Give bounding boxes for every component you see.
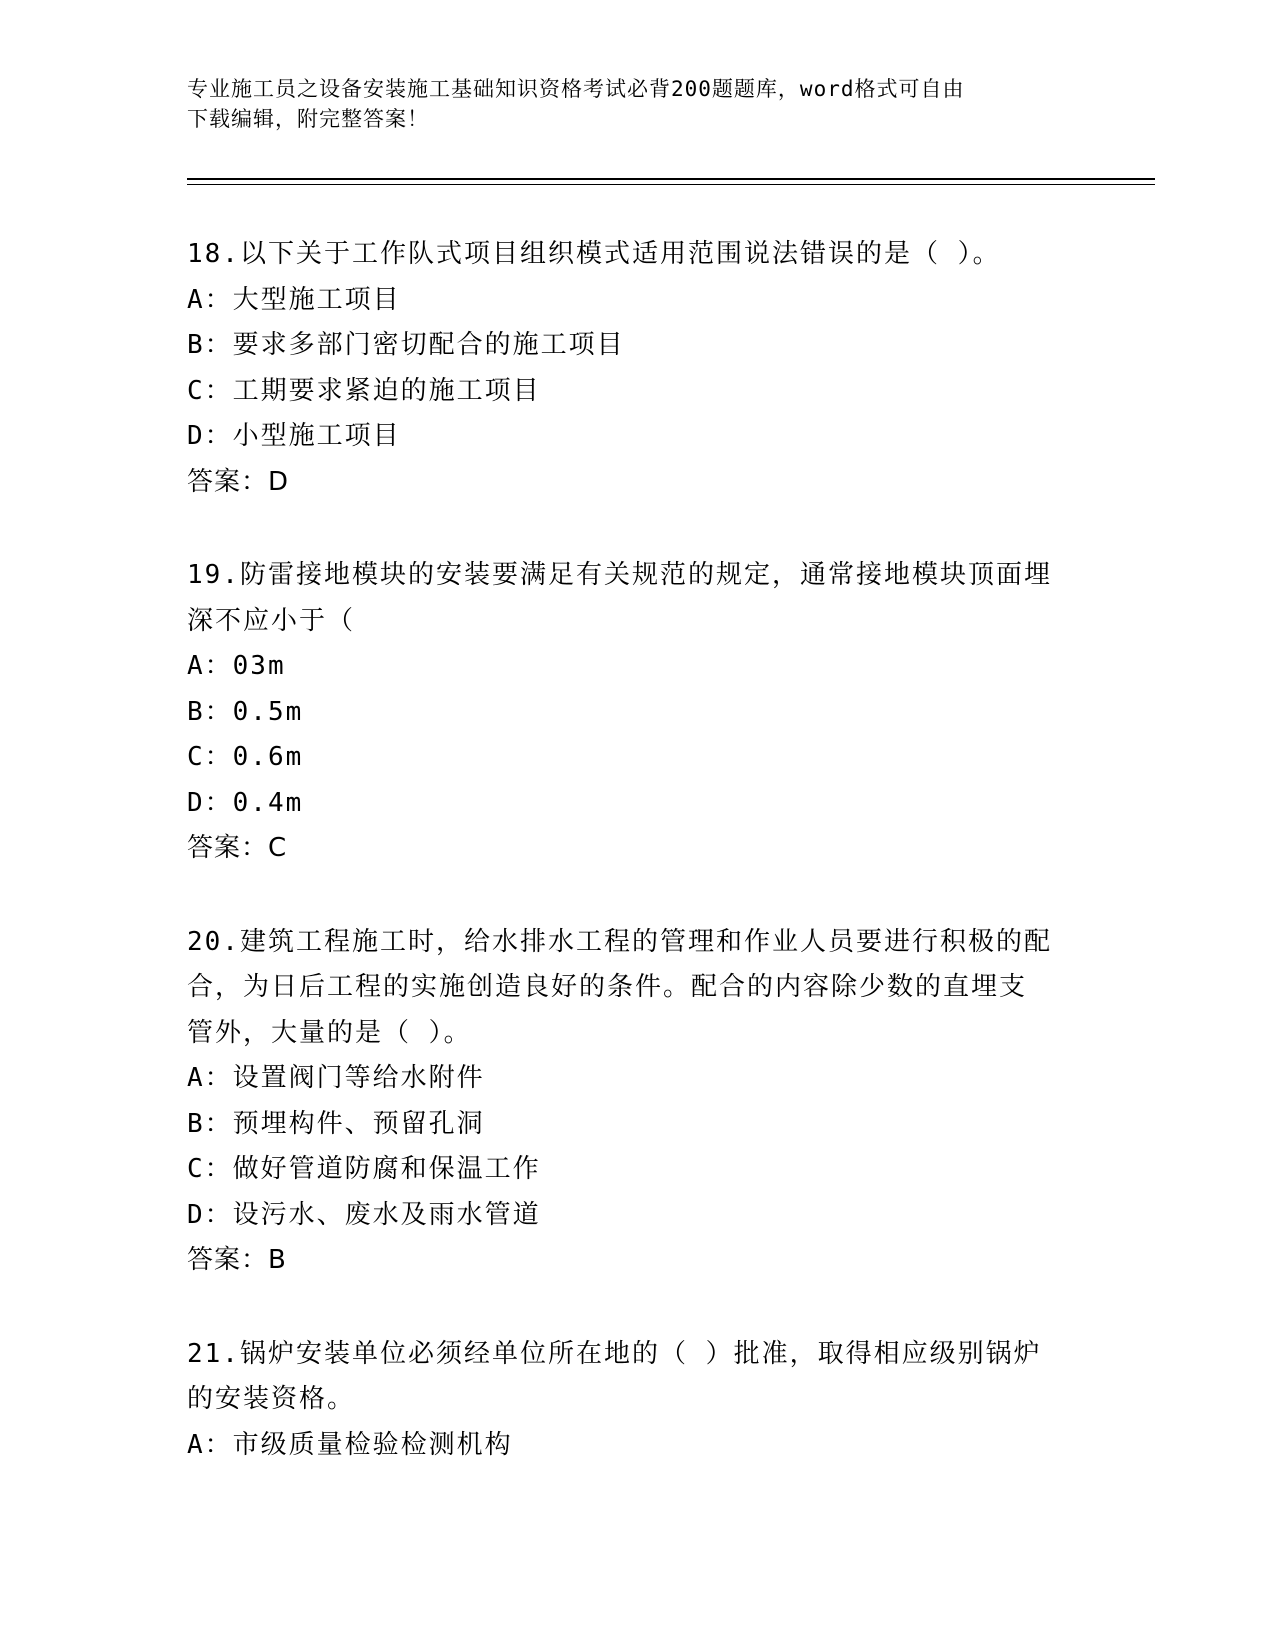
question-stem-line: 20.建筑工程施工时，给水排水工程的管理和作业人员要进行积极的配: [187, 926, 1052, 957]
question-19: [187, 553, 1077, 872]
option-a: A：03m: [187, 651, 286, 681]
option-a: A：设置阀门等给水附件: [187, 1063, 485, 1093]
answer: 答案：D: [187, 466, 290, 497]
question-stem-line: 19.防雷接地模块的安装要满足有关规范的规定，通常接地模块顶面埋: [187, 560, 1052, 590]
option-b: B：预埋构件、预留孔洞: [187, 1108, 485, 1139]
header-divider-thick: [187, 178, 1155, 180]
question-stem-line: 管外，大量的是（ ）。: [187, 1017, 472, 1048]
option-c: C：做好管道防腐和保温工作: [187, 1154, 541, 1184]
question-20: [187, 920, 1077, 1284]
option-d: D：设污水、废水及雨水管道: [187, 1199, 541, 1230]
option-a: A：大型施工项目: [187, 284, 401, 315]
question-stem-line: 的安装资格。: [187, 1384, 356, 1414]
answer: 答案：C: [187, 833, 288, 863]
question-18: [187, 232, 1077, 505]
question-stem-line: 18.以下关于工作队式项目组织模式适用范围说法错误的是（ ）。: [187, 239, 1001, 269]
question-stem-line: 21.锅炉安装单位必须经单位所在地的（ ）批准，取得相应级别锅炉: [187, 1338, 1042, 1369]
option-d: D：0.4m: [187, 787, 304, 818]
question-list: [187, 232, 1077, 1516]
option-c: C：0.6m: [187, 742, 304, 772]
option-d: D：小型施工项目: [187, 421, 401, 451]
document-header: [187, 74, 1067, 134]
question-21: [187, 1332, 1077, 1469]
answer: 答案：B: [187, 1245, 287, 1275]
option-c: C：工期要求紧迫的施工项目: [187, 375, 541, 406]
header-line-2: 下载编辑，附完整答案！: [187, 107, 429, 131]
header-divider-thin: [187, 184, 1155, 185]
option-b: B：要求多部门密切配合的施工项目: [187, 330, 625, 360]
question-stem-line: 合，为日后工程的实施创造良好的条件。配合的内容除少数的直埋支: [187, 972, 1028, 1002]
option-b: B：0.5m: [187, 696, 304, 727]
header-line-1: 专业施工员之设备安装施工基础知识资格考试必背200题题库，word格式可自由: [187, 77, 965, 101]
option-a: A：市级质量检验检测机构: [187, 1429, 513, 1460]
question-stem-line: 深不应小于（: [187, 605, 356, 636]
